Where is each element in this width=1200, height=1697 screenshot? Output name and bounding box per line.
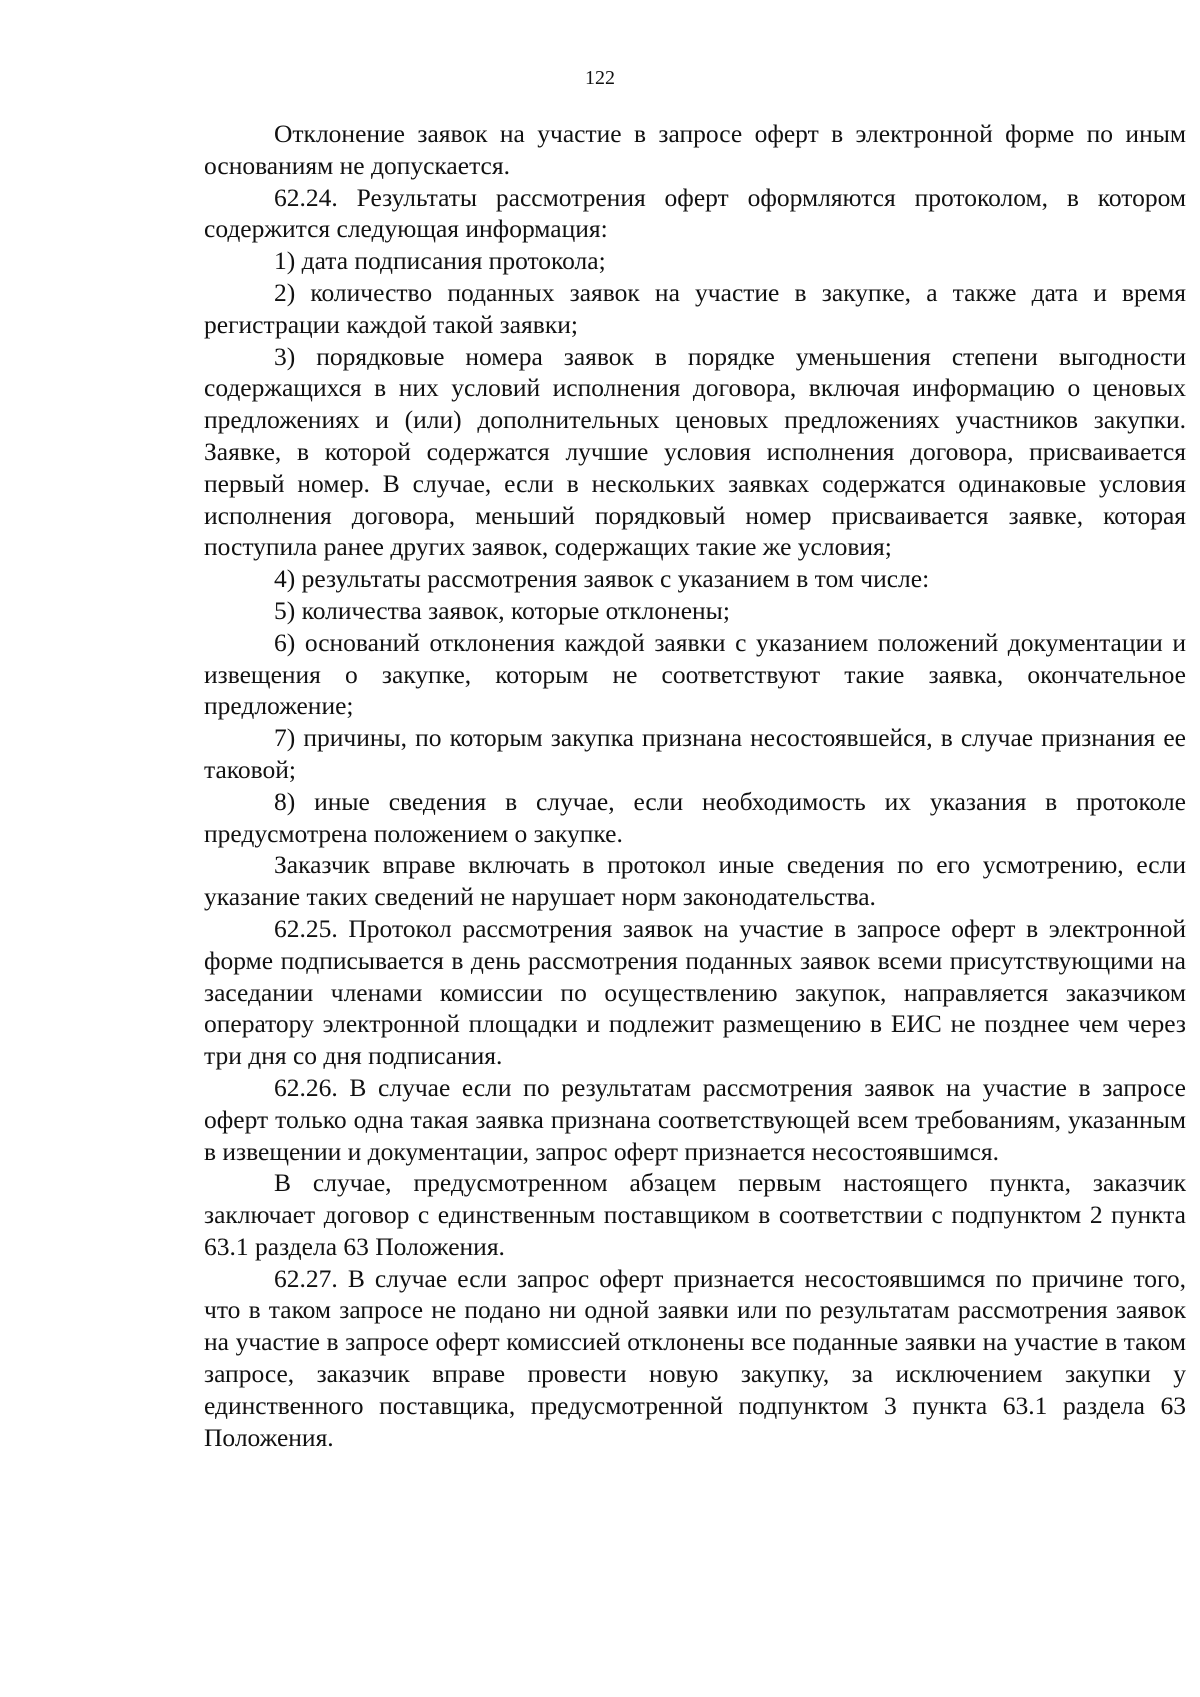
paragraph-customer-right: Заказчик вправе включать в протокол иные сведения по его усмотрению, если указание таких сведений не нарушает норм законодательства. xyxy=(204,850,1186,912)
list-item-5: 5) количества заявок, которые отклонены; xyxy=(274,595,730,625)
paragraph-62-24: 62.24. Результаты рассмотрения оферт оформляются протоколом, в котором содержится следующая информация: xyxy=(204,182,1186,244)
page-number: 122 xyxy=(585,67,615,89)
list-item-8: 8) иные сведения в случае, если необходимость их указания в протоколе предусмотрена положением о закупке. xyxy=(204,786,1186,848)
paragraph-62-26: 62.26. В случае если по результатам рассмотрения заявок на участие в запросе оферт только одна такая заявка признана соответствующей всем требованиям, указанным в извещении и документации, запрос оферт признается несостоявшимся. xyxy=(204,1072,1186,1166)
list-item-2: 2) количество поданных заявок на участие в закупке, а также дата и время регистрации каждой такой заявки; xyxy=(204,277,1186,339)
paragraph-single-supplier: В случае, предусмотренном абзацем первым настоящего пункта, заказчик заключает договор с единственным поставщиком в соответствии с подпунктом 2 пункта 63.1 раздела 63 Положения. xyxy=(204,1168,1186,1261)
list-item-1: 1) дата подписания протокола; xyxy=(274,246,606,276)
list-item-6: 6) оснований отклонения каждой заявки с указанием положений документации и извещения о закупке, которым не соответствуют такие заявка, окончательное предложение; xyxy=(204,627,1186,721)
list-item-3: 3) порядковые номера заявок в порядке уменьшения степени выгодности содержащихся в них условий исполнения договора, включая информацию о ценовых предложениях и (или) дополнительных ценовых предложениях участников закупки. Заявке, в которой содержатся лучшие условия исполнения договора, присваивается первый номер. В случае, если в нескольких заявках содержатся одинаковые условия исполнения договора, меньший порядковый номер присваивается заявке, которая поступила ранее других заявок, содержащих такие же условия; xyxy=(204,341,1186,562)
list-item-4: 4) результаты рассмотрения заявок с указанием в том числе: xyxy=(274,564,930,594)
document-body xyxy=(204,118,1186,1453)
paragraph-rejection-other-grounds: Отклонение заявок на участие в запросе оферт в электронной форме по иным основаниям не допускается. xyxy=(204,119,1186,180)
paragraph-62-27: 62.27. В случае если запрос оферт признается несостоявшимся по причине того, что в таком запросе не подано ни одной заявки или по результатам рассмотрения заявок на участие в запросе оферт комиссией отклонены все поданные заявки на участие в таком запросе, заказчик вправе провести новую закупку, за исключением закупки у единственного поставщика, предусмотренной подпунктом 3 пункта 63.1 раздела 63 Положения. xyxy=(204,1263,1186,1452)
list-item-7: 7) причины, по которым закупка признана несостоявшейся, в случае признания ее таковой; xyxy=(204,723,1186,784)
paragraph-62-25: 62.25. Протокол рассмотрения заявок на участие в запросе оферт в электронной форме подписывается в день рассмотрения поданных заявок всеми присутствующими на заседании членами комиссии по осуществлению закупок, направляется заказчиком оператору электронной площадки и подлежит размещению в ЕИС не позднее чем через три дня со дня подписания. xyxy=(204,913,1186,1071)
